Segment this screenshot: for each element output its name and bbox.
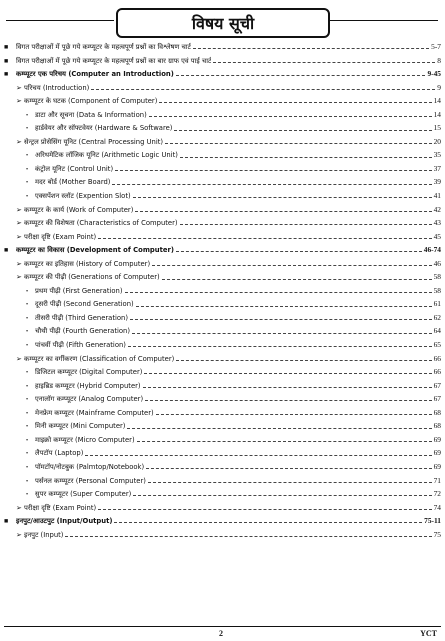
toc-entry-page: 14 <box>433 96 441 106</box>
arrow-bullet-icon: ➢ <box>16 83 22 92</box>
dot-bullet-icon: • <box>26 370 29 377</box>
toc-entry-page: 75-11 <box>424 516 441 526</box>
toc-entry-title: तीसरी पीढ़ी (Third Generation) <box>35 313 129 322</box>
dot-bullet-icon: • <box>26 410 29 417</box>
toc-entry-title: सेन्ट्रल प्रोसेसिंग यूनिट (Central Processing Unit) <box>24 137 164 146</box>
toc-entry-title: डाटा और सूचना (Data & Information) <box>35 110 147 119</box>
toc-entry-page: 8 <box>437 55 441 65</box>
arrow-bullet-icon: ➢ <box>16 137 22 146</box>
toc-entry-title: कम्प्यूटर एक परिचय (Computer an Introduction) <box>16 70 174 79</box>
dotted-leader <box>180 157 432 158</box>
toc-subtopic[interactable] <box>4 419 441 433</box>
dotted-leader <box>143 387 432 388</box>
dotted-leader <box>146 468 432 469</box>
dotted-leader <box>98 238 431 239</box>
toc-entry-title: कम्प्यूटर का विकास (Development of Computer) <box>16 246 174 255</box>
dotted-leader <box>137 441 432 442</box>
toc-entry-title: पर्सनल कम्प्यूटर (Personal Computer) <box>35 476 146 485</box>
square-bullet-icon: ■ <box>4 56 9 65</box>
page-footer <box>4 626 441 641</box>
dotted-leader <box>162 279 432 280</box>
dotted-leader <box>176 251 422 252</box>
toc-subtopic[interactable] <box>4 162 441 176</box>
dot-bullet-icon: • <box>26 424 29 431</box>
toc-entry-page: 67 <box>433 380 441 390</box>
dotted-leader <box>176 75 426 76</box>
toc-entry-page: 75 <box>433 529 441 539</box>
dot-bullet-icon: • <box>26 492 29 499</box>
toc-entry-title: दूसरी पीढ़ी (Second Generation) <box>35 300 134 309</box>
dotted-leader <box>133 197 432 198</box>
dotted-leader <box>127 428 431 429</box>
toc-entry-page: 69 <box>433 461 441 471</box>
toc-entry-title: परीक्षा दृष्टि (Exam Point) <box>24 503 97 512</box>
toc-entry-page: 71 <box>433 475 441 485</box>
heading-rule-right <box>330 20 438 21</box>
toc-entry-page: 20 <box>433 136 441 146</box>
page-title <box>116 8 330 38</box>
toc-entry-title: पॉमटॉप/नोटबुक (Palmtop/Notebook) <box>35 462 145 471</box>
toc-entry-page: 42 <box>433 204 441 214</box>
dotted-leader <box>176 360 431 361</box>
dot-bullet-icon: • <box>26 153 29 160</box>
dotted-leader <box>125 292 432 293</box>
dotted-leader <box>148 482 432 483</box>
toc-topic[interactable] <box>4 135 441 149</box>
toc-subtopic[interactable] <box>4 297 441 311</box>
toc-entry-page: 58 <box>433 272 441 282</box>
dotted-leader <box>112 184 431 185</box>
arrow-bullet-icon: ➢ <box>16 219 22 228</box>
square-bullet-icon: ■ <box>4 517 9 526</box>
dotted-leader <box>174 130 431 131</box>
dot-bullet-icon: • <box>26 464 29 471</box>
dotted-leader <box>135 211 431 212</box>
toc-entry-page: 46-74 <box>423 245 441 255</box>
toc-topic[interactable] <box>4 81 441 95</box>
toc-entry-page: 37 <box>433 163 441 173</box>
toc-entry-title: कम्प्यूटर की विशेषता (Characteristics of Computer) <box>24 219 178 228</box>
dotted-leader <box>144 373 431 374</box>
toc-entry-title: सुपर कम्प्यूटर (Super Computer) <box>35 490 132 499</box>
dot-bullet-icon: • <box>26 397 29 404</box>
dotted-leader <box>115 170 432 171</box>
toc-entry-page: 46 <box>433 258 441 268</box>
toc-entry-title: कम्प्यूटर का इतिहास (History of Computer) <box>24 259 151 268</box>
toc-entry-title: एनालॉग कम्प्यूटर (Analog Computer) <box>35 395 144 404</box>
toc-entry-page: 45 <box>433 231 441 241</box>
toc-subtopic[interactable] <box>4 338 441 352</box>
toc-subtopic[interactable] <box>4 446 441 460</box>
toc-entry-page: 68 <box>433 421 441 431</box>
toc-entry-title: मिनी कम्प्यूटर (Mini Computer) <box>35 422 126 431</box>
toc-entry-title: माइक्रो कम्प्यूटर (Micro Computer) <box>35 435 135 444</box>
arrow-bullet-icon: ➢ <box>16 273 22 282</box>
toc-topic[interactable] <box>4 216 441 230</box>
toc-entry-page: 43 <box>433 218 441 228</box>
square-bullet-icon: ■ <box>4 43 9 51</box>
toc-section[interactable] <box>4 514 441 528</box>
heading-rule-left <box>6 20 114 21</box>
dot-bullet-icon: • <box>26 302 29 309</box>
dot-bullet-icon: • <box>26 166 29 173</box>
toc-subtopic[interactable] <box>4 121 441 135</box>
dotted-leader <box>65 536 431 537</box>
toc-entry-page: 35 <box>433 150 441 160</box>
toc-topic[interactable] <box>4 257 441 271</box>
toc-topic[interactable] <box>4 230 441 244</box>
toc-entry-title: कम्प्यूटर के कार्य (Work of Computer) <box>24 205 134 214</box>
toc-entry-title: कम्प्यूटर का वर्गीकरण (Classification of Computer) <box>24 354 175 363</box>
dotted-leader <box>91 89 435 90</box>
toc-subtopic[interactable] <box>4 460 441 474</box>
dotted-leader <box>114 522 422 523</box>
toc-topic[interactable] <box>4 270 441 284</box>
toc-entry-title: लैपटॉप (Laptop) <box>35 449 84 458</box>
toc-entry-title: अरिथमेटिक लॉजिक यूनिट (Arithmetic Logic Unit) <box>35 151 178 160</box>
dotted-leader <box>165 143 432 144</box>
dotted-leader <box>130 319 432 320</box>
square-bullet-icon: ■ <box>4 246 9 255</box>
toc-entry-title: डिजिटल कम्प्यूटर (Digital Computer) <box>35 368 143 377</box>
toc-entry-page: 62 <box>433 312 441 322</box>
dotted-leader <box>136 306 432 307</box>
dotted-leader <box>132 333 432 334</box>
toc-topic[interactable] <box>4 94 441 108</box>
dot-bullet-icon: • <box>26 126 29 133</box>
dot-bullet-icon: • <box>26 451 29 458</box>
dot-bullet-icon: • <box>26 194 29 201</box>
toc-subtopic[interactable] <box>4 406 441 420</box>
toc-entry-page: 69 <box>433 434 441 444</box>
toc-subtopic[interactable] <box>4 189 441 203</box>
toc-subtopic[interactable] <box>4 311 441 325</box>
publisher-brand: YCT <box>420 629 437 638</box>
dotted-leader <box>213 62 435 63</box>
page-title-text: विषय सूची <box>191 14 255 33</box>
toc-entry-page: 66 <box>433 367 441 377</box>
toc-section[interactable] <box>4 243 441 257</box>
toc-entry-title: कंट्रोल यूनिट (Control Unit) <box>35 164 114 173</box>
toc-entry-page: 15 <box>433 123 441 133</box>
toc-entry-title: मदर बोर्ड (Mother Board) <box>35 178 111 187</box>
toc-subtopic[interactable] <box>4 324 441 338</box>
toc-subtopic[interactable] <box>4 365 441 379</box>
toc-topic[interactable] <box>4 352 441 366</box>
toc-entry-page: 41 <box>433 191 441 201</box>
toc-entry-title: इनपुट/आउटपुट (Input/Output) <box>16 517 113 526</box>
toc-entry-title: एक्सपेंशन स्लॉट (Expention Slot) <box>35 192 131 201</box>
toc-entry-title: चौथी पीढ़ी (Fourth Generation) <box>35 327 130 336</box>
toc-subtopic[interactable] <box>4 474 441 488</box>
toc-entry-page: 67 <box>433 394 441 404</box>
dot-bullet-icon: • <box>26 329 29 336</box>
toc-subtopic[interactable] <box>4 108 441 122</box>
arrow-bullet-icon: ➢ <box>16 354 22 363</box>
toc-subtopic[interactable] <box>4 487 441 501</box>
dotted-leader <box>156 414 432 415</box>
toc-entry-page: 68 <box>433 407 441 417</box>
toc-entry-title: हार्डवेयर और सॉफ्टवेयर (Hardware & Software) <box>35 124 173 133</box>
toc-entry-title: परीक्षा दृष्टि (Exam Point) <box>24 232 97 241</box>
table-of-contents <box>4 40 441 541</box>
toc-entry-page: 61 <box>433 299 441 309</box>
toc-entry-page: 9-45 <box>427 69 441 79</box>
toc-topic[interactable] <box>4 528 441 542</box>
toc-entry-title: विगत परीक्षाओं में पूछे गये कम्प्यूटर के महत्वपूर्ण प्रश्नों का बार ग्राफ एवं पाई चार्ट <box>16 56 212 65</box>
toc-subtopic[interactable] <box>4 175 441 189</box>
dot-bullet-icon: • <box>26 180 29 187</box>
dot-bullet-icon: • <box>26 315 29 322</box>
toc-entry-page: 5-7 <box>431 42 441 51</box>
toc-section[interactable] <box>4 54 441 68</box>
toc-entry-title: इनपुट (Input) <box>24 530 64 539</box>
dot-bullet-icon: • <box>26 112 29 119</box>
dotted-leader <box>159 102 431 103</box>
dot-bullet-icon: • <box>26 288 29 295</box>
toc-entry-page: 74 <box>433 502 441 512</box>
toc-section[interactable] <box>4 67 441 81</box>
dotted-leader <box>128 346 432 347</box>
dotted-leader <box>145 400 431 401</box>
dotted-leader <box>193 48 429 49</box>
dotted-leader <box>149 116 432 117</box>
toc-entry-page: 9 <box>437 82 441 92</box>
toc-entry-title: कम्प्यूटर के घटक (Component of Computer) <box>24 97 158 106</box>
dot-bullet-icon: • <box>26 478 29 485</box>
arrow-bullet-icon: ➢ <box>16 232 22 241</box>
arrow-bullet-icon: ➢ <box>16 259 22 268</box>
toc-entry-page: 66 <box>433 353 441 363</box>
toc-entry-page: 64 <box>433 326 441 336</box>
dotted-leader <box>180 224 432 225</box>
dotted-leader <box>98 509 431 510</box>
toc-topic[interactable] <box>4 203 441 217</box>
toc-entry-page: 58 <box>433 285 441 295</box>
dotted-leader <box>133 495 431 496</box>
toc-subtopic[interactable] <box>4 379 441 393</box>
toc-entry-page: 39 <box>433 177 441 187</box>
page-number: 2 <box>219 629 223 638</box>
dot-bullet-icon: • <box>26 343 29 350</box>
toc-subtopic[interactable] <box>4 284 441 298</box>
toc-entry-title: प्रथम पीढ़ी (First Generation) <box>35 286 123 295</box>
toc-entry-title: परिचय (Introduction) <box>24 83 90 92</box>
toc-subtopic[interactable] <box>4 392 441 406</box>
arrow-bullet-icon: ➢ <box>16 97 22 106</box>
arrow-bullet-icon: ➢ <box>16 530 22 539</box>
arrow-bullet-icon: ➢ <box>16 503 22 512</box>
toc-entry-page: 65 <box>433 340 441 350</box>
toc-entry-title: विगत परीक्षाओं में पूछे गये कम्प्यूटर के महत्वपूर्ण प्रश्नों का विश्लेषण चार्ट <box>16 43 191 51</box>
toc-entry-page: 69 <box>433 448 441 458</box>
toc-subtopic[interactable] <box>4 433 441 447</box>
toc-entry-page: 14 <box>433 109 441 119</box>
dotted-leader <box>85 455 431 456</box>
toc-entry-title: कम्प्यूटर की पीढ़ी (Generations of Computer) <box>24 273 160 282</box>
dot-bullet-icon: • <box>26 383 29 390</box>
square-bullet-icon: ■ <box>4 70 9 79</box>
toc-section[interactable] <box>4 40 441 54</box>
toc-topic[interactable] <box>4 501 441 515</box>
toc-subtopic[interactable] <box>4 148 441 162</box>
toc-entry-title: मेनफ्रेम कम्प्यूटर (Mainframe Computer) <box>35 408 154 417</box>
toc-entry-title: पांचवीं पीढ़ी (Fifth Generation) <box>35 341 126 350</box>
toc-entry-title: हाइब्रिड कम्प्यूटर (Hybrid Computer) <box>35 381 141 390</box>
arrow-bullet-icon: ➢ <box>16 205 22 214</box>
toc-entry-page: 72 <box>433 489 441 499</box>
dotted-leader <box>152 265 431 266</box>
dot-bullet-icon: • <box>26 437 29 444</box>
